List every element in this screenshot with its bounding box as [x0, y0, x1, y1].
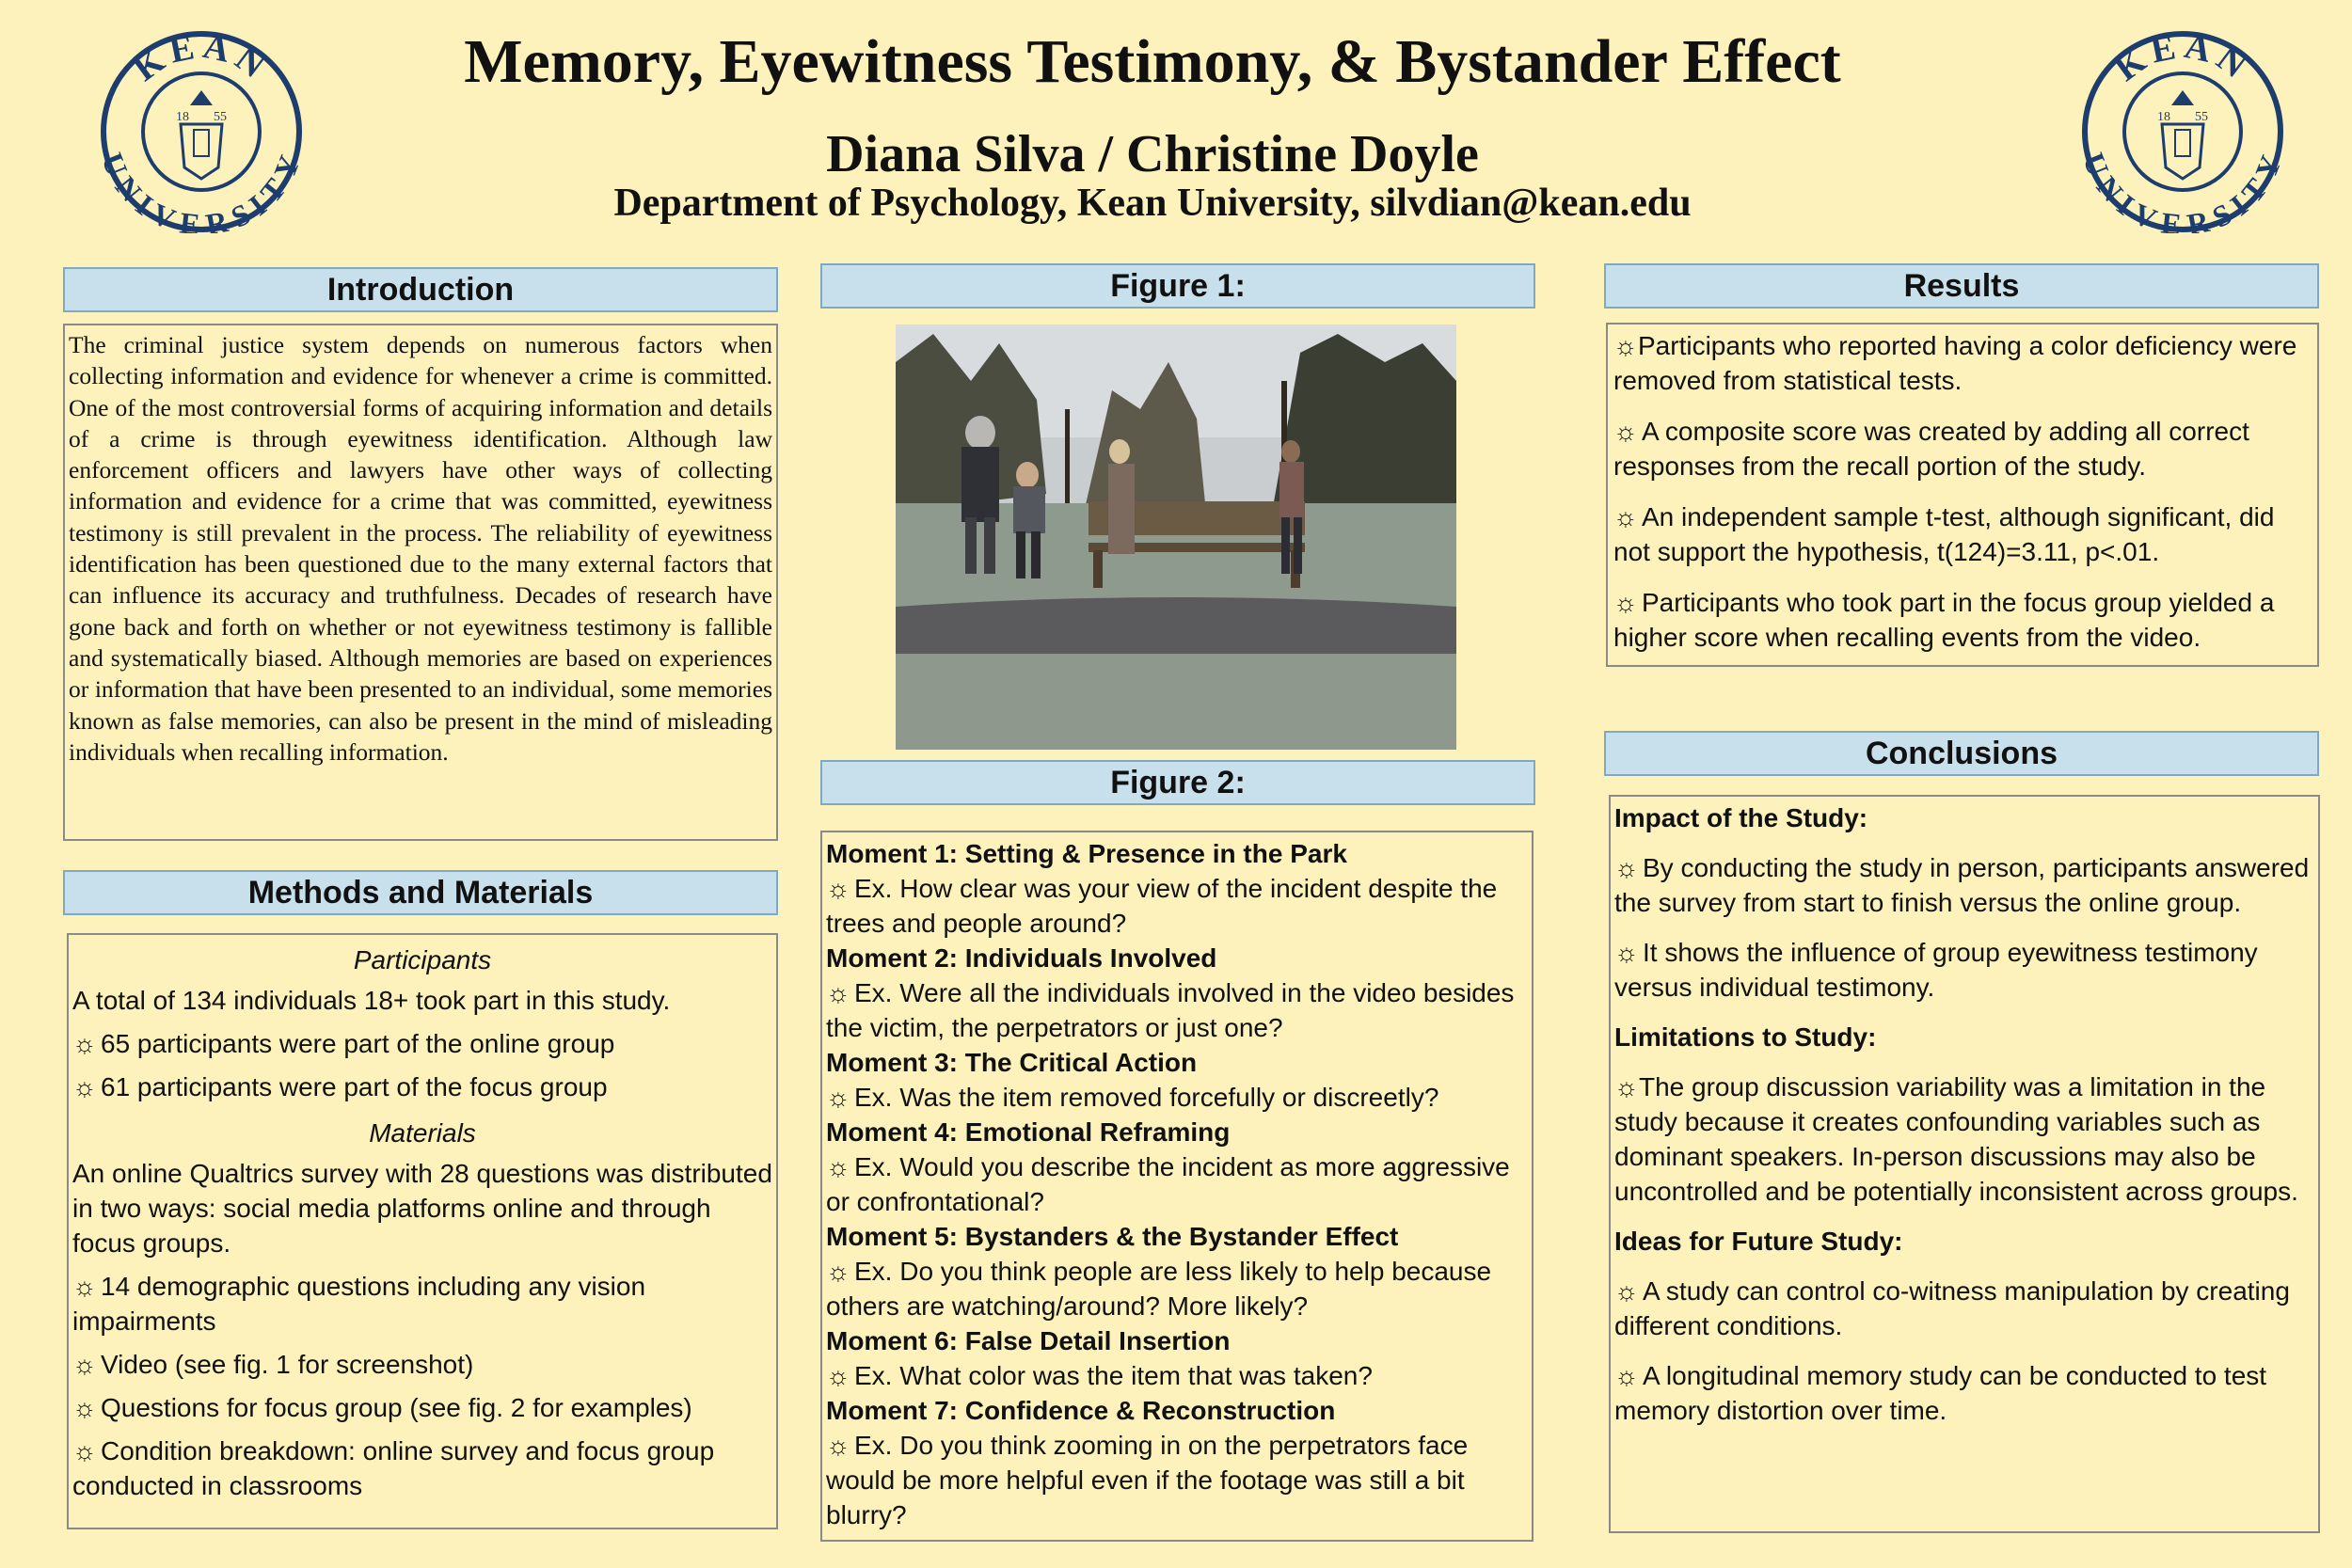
list-item: ☼ A composite score was created by adding all correct responses from the recall portion of the study.	[1613, 414, 2312, 483]
sun-bullet-icon: ☼	[1614, 1276, 1639, 1306]
methods-box	[67, 933, 778, 1529]
sun-bullet-icon: ☼	[1614, 1361, 1639, 1390]
list-item: ☼ 14 demographic questions including any vision impairments	[72, 1269, 772, 1338]
impact-label: Impact of the Study:	[1614, 803, 1868, 832]
sun-bullet-icon: ☼	[826, 1257, 850, 1286]
list-item: ☼ A study can control co-witness manipulation by creating different conditions.	[1614, 1274, 2314, 1343]
introduction-heading: Introduction	[63, 267, 778, 312]
list-item: ☼ 65 participants were part of the online group	[72, 1026, 772, 1061]
methods-heading: Methods and Materials	[63, 870, 778, 915]
sun-bullet-icon: ☼	[1614, 1072, 1639, 1101]
seal-year-right: 55	[214, 110, 227, 124]
list-item: ☼ A longitudinal memory study can be conducted to test memory distortion over time.	[1614, 1358, 2314, 1428]
list-item: ☼ An independent sample t-test, although significant, did not support the hypothesis, t(124)=3.11, p<.01.	[1613, 499, 2312, 569]
poster-department: Department of Psychology, Kean University, silvdian@kean.edu	[613, 182, 1692, 225]
sun-bullet-icon: ☼	[826, 1083, 850, 1112]
sun-bullet-icon: ☼	[1613, 417, 1638, 446]
list-item: ☼ Questions for focus group (see fig. 2 for examples)	[72, 1390, 772, 1425]
poster-authors: Diana Silva / Christine Doyle	[826, 125, 1479, 183]
results-box	[1606, 323, 2319, 667]
seal-year-left: 18	[176, 110, 189, 124]
moment-example: ☼ Ex. Do you think people are less likely to help because others are watching/around? More likely?	[826, 1254, 1528, 1323]
figure1-heading: Figure 1:	[820, 263, 1535, 309]
list-item: ☼ It shows the influence of group eyewitness testimony versus individual testimony.	[1614, 935, 2314, 1005]
seal-year-right: 55	[2195, 110, 2208, 124]
moment-title: Moment 2: Individuals Involved	[826, 943, 1217, 973]
materials-label: Materials	[369, 1118, 476, 1148]
sun-bullet-icon: ☼	[72, 1272, 97, 1301]
moment-title: Moment 1: Setting & Presence in the Park	[826, 839, 1347, 868]
moment-title: Moment 4: Emotional Reframing	[826, 1117, 1231, 1147]
seal-top-text: KEAN	[2107, 30, 2259, 89]
seal-year-left: 18	[2157, 110, 2170, 124]
sun-bullet-icon: ☼	[826, 1152, 850, 1181]
list-item: ☼ By conducting the study in person, participants answered the survey from start to finish versus the online group.	[1614, 850, 2314, 920]
moment-example: ☼ Ex. Was the item removed forcefully or discreetly?	[826, 1080, 1528, 1115]
figure2-box	[820, 831, 1534, 1542]
seal-bottom-text: NIVERSIT	[108, 169, 294, 233]
sun-bullet-icon: ☼	[72, 1350, 97, 1379]
list-item: ☼ 61 participants were part of the focus group	[72, 1069, 772, 1104]
conclusions-box	[1609, 795, 2320, 1533]
moment-title: Moment 5: Bystanders & the Bystander Effect	[826, 1222, 1399, 1251]
list-item: ☼ Condition breakdown: online survey and focus group conducted in classrooms	[72, 1433, 772, 1503]
participants-label: Participants	[353, 945, 492, 974]
sun-bullet-icon: ☼	[826, 1431, 850, 1460]
results-heading: Results	[1604, 263, 2319, 309]
sun-bullet-icon: ☼	[1614, 938, 1639, 967]
sun-bullet-icon: ☼	[72, 1072, 97, 1101]
list-item: ☼ Participants who took part in the focus group yielded a higher score when recalling events from the video.	[1613, 585, 2312, 655]
moment-example: ☼ Ex. Were all the individuals involved in the video besides the victim, the perpetrators or just one?	[826, 975, 1528, 1045]
moment-title: Moment 6: False Detail Insertion	[826, 1326, 1231, 1355]
moment-title: Moment 3: The Critical Action	[826, 1048, 1198, 1077]
sun-bullet-icon: ☼	[1613, 588, 1638, 617]
seal-top-text: KEAN	[126, 30, 278, 89]
introduction-text: The criminal justice system depends on numerous factors when collecting information and evidence for whenever a crime is committed. One of the most controversial forms of acquiring information and details of a crime is through eyewitness identification. Although law enforcement officers and lawyers have other ways of collecting information and evidence for a crime that was committed, eyewitness testimony is still prevalent in the process. The reliability of eyewitness identification has been questioned due to the many external factors that can influence its accuracy and truthfulness. Decades of research have gone back and forth on whether or not eyewitness testimony is fallible and systematically biased. Although memories are based on experiences or information that have been presented to an individual, some memories known as false memories, can also be present in the mind of misleading individuals when recalling information.	[69, 331, 772, 766]
introduction-box	[63, 324, 778, 841]
conclusions-heading: Conclusions	[1604, 731, 2319, 776]
sun-bullet-icon: ☼	[826, 1361, 850, 1390]
sun-bullet-icon: ☼	[72, 1029, 97, 1058]
limitations-label: Limitations to Study:	[1614, 1022, 1877, 1052]
seal-bottom-text: NIVERSIT	[2090, 169, 2276, 233]
sun-bullet-icon: ☼	[1613, 331, 1638, 360]
future-label: Ideas for Future Study:	[1614, 1227, 1903, 1256]
sun-bullet-icon: ☼	[1614, 853, 1639, 882]
sun-bullet-icon: ☼	[72, 1393, 97, 1422]
materials-intro: An online Qualtrics survey with 28 questions was distributed in two ways: social media platforms online and through focus groups.	[72, 1159, 772, 1258]
list-item: ☼The group discussion variability was a limitation in the study because it creates confounding variables such as dominant speakers. In-person discussions may also be uncontrolled and be potentially inconsistent across groups.	[1614, 1069, 2314, 1209]
moment-example: ☼ Ex. Would you describe the incident as more aggressive or confrontational?	[826, 1149, 1528, 1219]
kean-university-seal-right	[2081, 30, 2284, 233]
figure1-video-screenshot	[896, 325, 1456, 750]
moment-example: ☼ Ex. How clear was your view of the incident despite the trees and people around?	[826, 871, 1528, 941]
sun-bullet-icon: ☼	[826, 978, 850, 1007]
list-item: ☼ Video (see fig. 1 for screenshot)	[72, 1347, 772, 1382]
list-item: ☼Participants who reported having a color deficiency were removed from statistical tests.	[1613, 328, 2312, 398]
poster-title: Memory, Eyewitness Testimony, & Bystander Effect	[464, 27, 1841, 96]
moment-example: ☼ Ex. What color was the item that was taken?	[826, 1358, 1528, 1393]
moment-title: Moment 7: Confidence & Reconstruction	[826, 1396, 1336, 1425]
sun-bullet-icon: ☼	[1613, 502, 1638, 531]
kean-university-seal-left	[100, 30, 303, 233]
moment-example: ☼ Ex. Do you think zooming in on the perpetrators face would be more helpful even if the footage was still a bit blurry?	[826, 1428, 1528, 1532]
figure2-heading: Figure 2:	[820, 760, 1535, 805]
sun-bullet-icon: ☼	[72, 1436, 97, 1465]
participants-intro: A total of 134 individuals 18+ took part in this study.	[72, 986, 671, 1015]
sun-bullet-icon: ☼	[826, 874, 850, 903]
